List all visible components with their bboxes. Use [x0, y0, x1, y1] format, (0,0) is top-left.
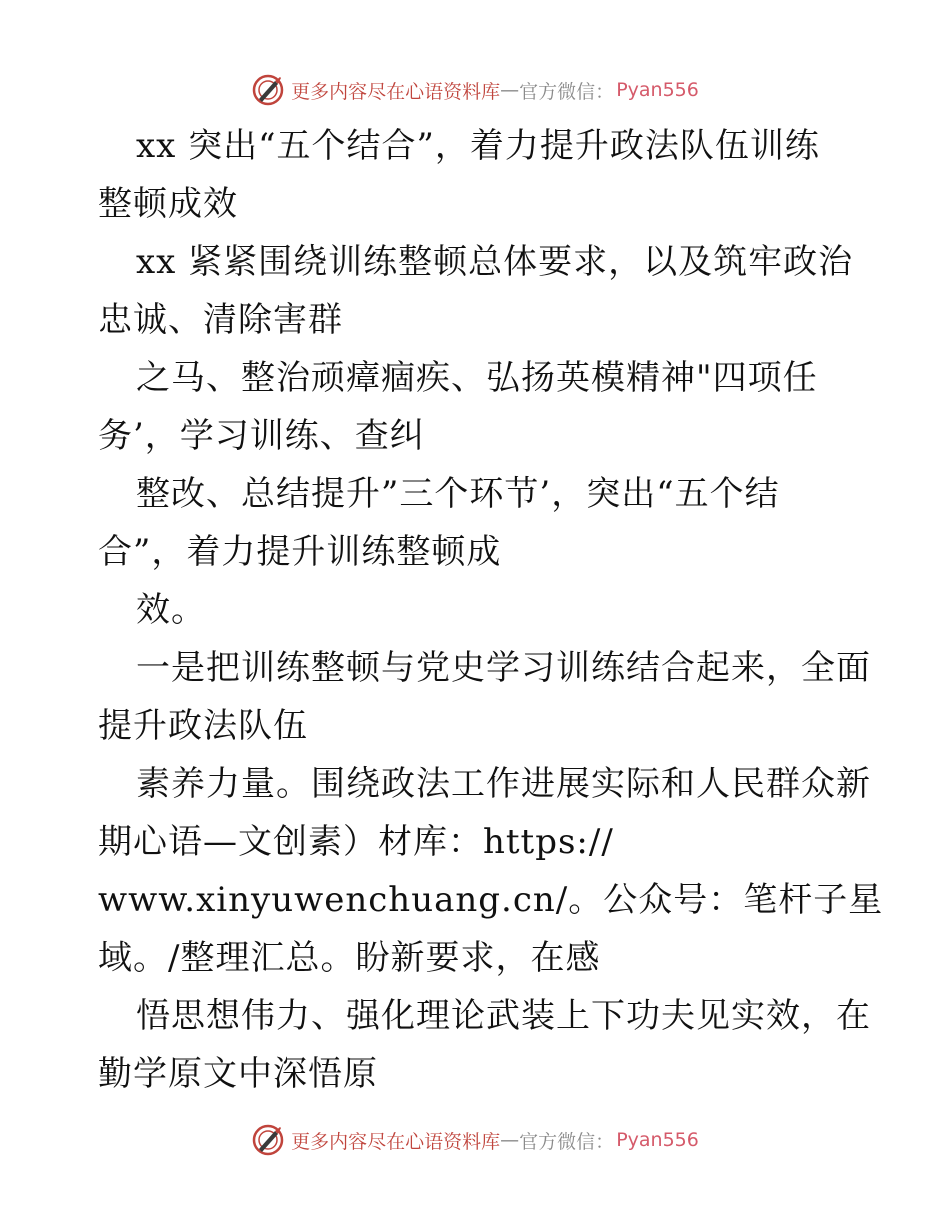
banner-dash: — — [500, 1129, 520, 1151]
banner-dash: — — [500, 79, 520, 101]
banner-main-text: 更多内容尽在心语资料库 — [291, 1130, 501, 1153]
text-line: xx 紧紧围绕训练整顿总体要求，以及筑牢政治 — [136, 242, 854, 282]
text-line: 务’，学习训练、查纠 — [98, 416, 425, 456]
pen-logo-icon — [251, 1123, 285, 1157]
text-line: 忠诚、清除害群 — [98, 300, 343, 340]
watermark-banner-bottom — [0, 1120, 950, 1160]
text-line: 素养力量。围绕政法工作进展实际和人民群众新 — [136, 764, 871, 804]
watermark-banner-top — [0, 70, 950, 110]
text-line: 效。 — [136, 590, 206, 630]
banner-label: 官方微信： — [519, 1130, 615, 1153]
banner-wechat-id: Pyan556 — [616, 1129, 699, 1151]
text-line: 整改、总结提升”三个环节’，突出“五个结 — [136, 474, 780, 514]
text-line: 整顿成效 — [98, 184, 238, 224]
text-line: 域。/整理汇总。盼新要求，在感 — [98, 938, 601, 978]
banner-wechat-id: Pyan556 — [616, 79, 699, 101]
text-line: 一是把训练整顿与党史学习训练结合起来，全面 — [136, 648, 871, 688]
text-line: 合”，着力提升训练整顿成 — [98, 532, 502, 572]
text-line: 提升政法队伍 — [98, 706, 308, 746]
banner-main-text: 更多内容尽在心语资料库 — [291, 80, 501, 103]
pen-logo-icon — [251, 73, 285, 107]
text-line: 期心语—文创素）材库：https:// — [98, 822, 614, 862]
text-line: www.xinyuwenchuang.cn/。公众号：笔杆子星 — [98, 880, 884, 920]
text-line: 勤学原文中深悟原 — [98, 1054, 378, 1094]
text-line: 悟思想伟力、强化理论武装上下功夫见实效，在 — [136, 996, 871, 1036]
text-line: 之马、整治顽瘴痼疾、弘扬英模精神"四项任 — [136, 358, 818, 398]
text-line: xx 突出“五个结合”，着力提升政法队伍训练 — [136, 126, 820, 166]
banner-label: 官方微信： — [519, 80, 615, 103]
